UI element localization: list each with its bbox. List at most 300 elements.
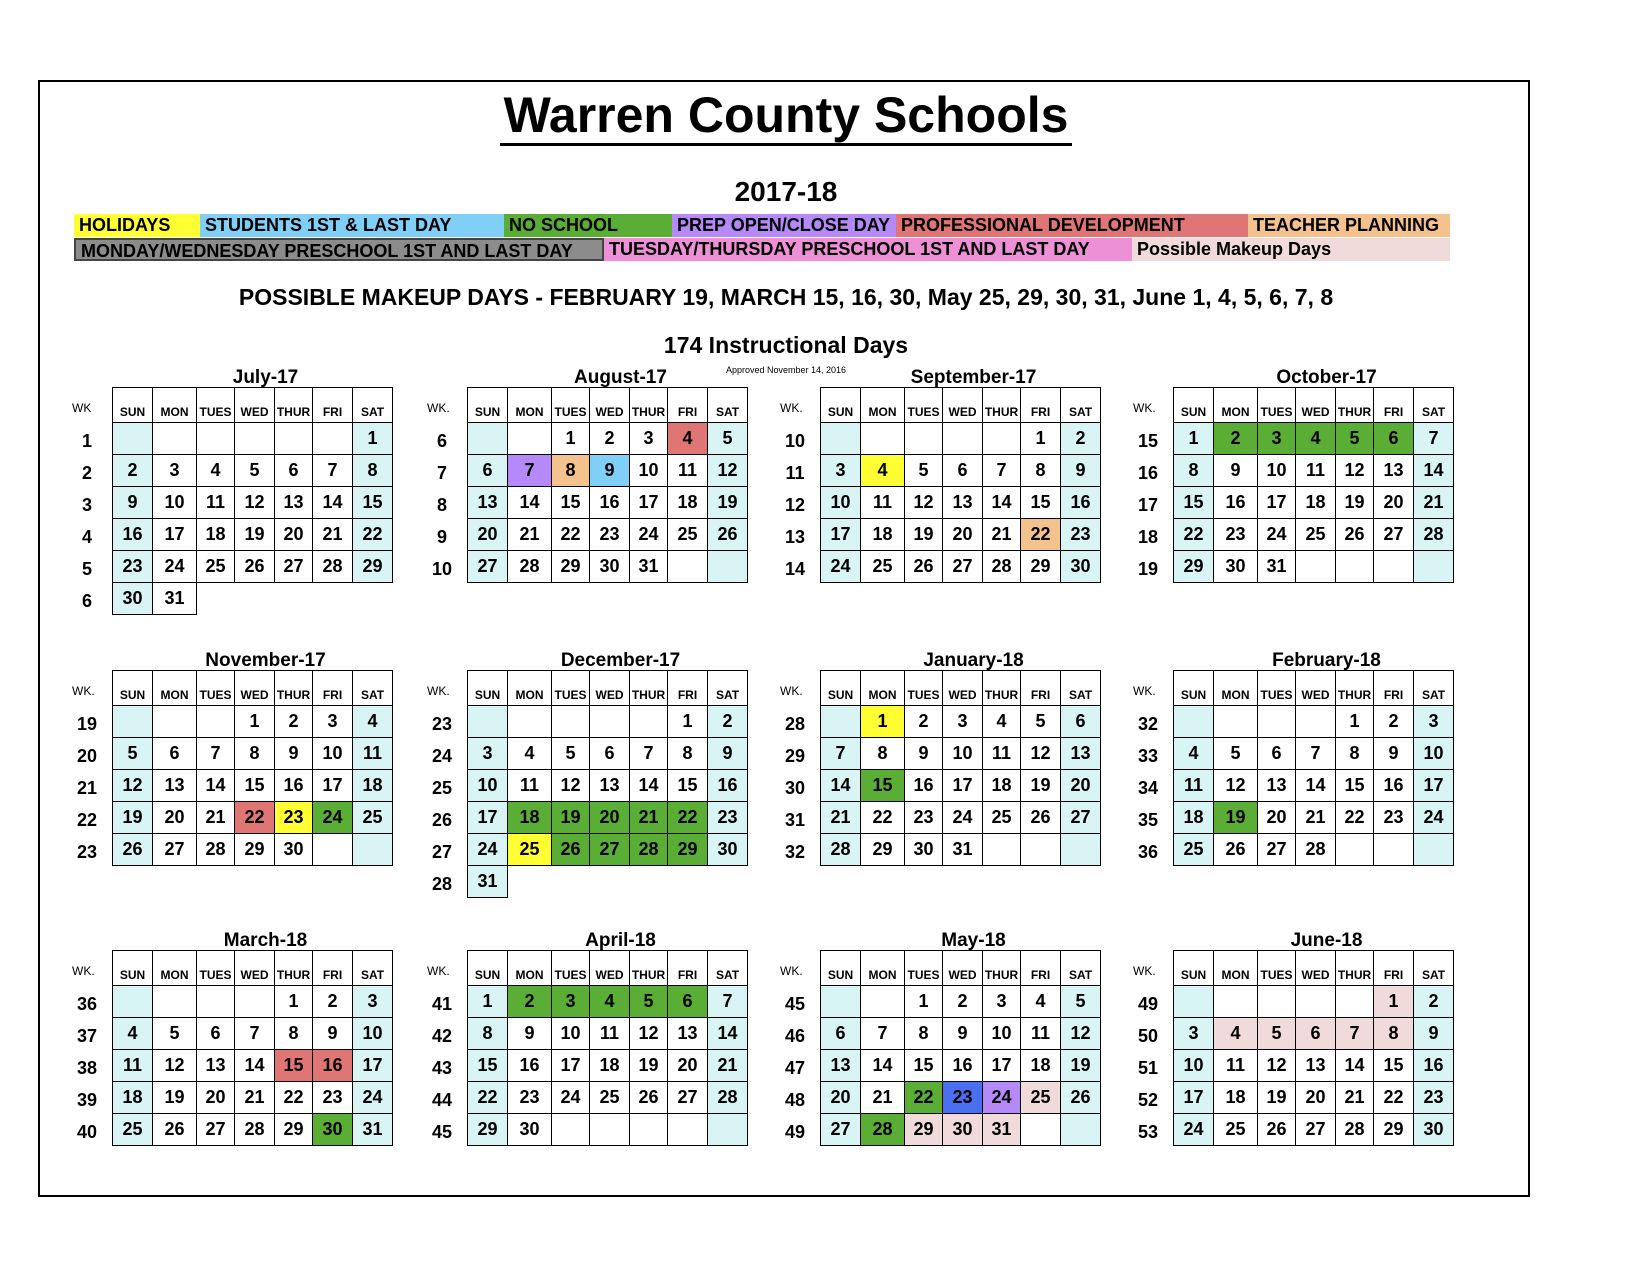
week-number: 33 [1137,746,1159,766]
day-header: FRI [1021,671,1061,706]
month-june-18 [1133,930,1488,1180]
empty-cell [113,986,153,1018]
day-cell: 9 [590,455,630,487]
day-cell: 6 [821,1018,861,1050]
day-cell: 8 [1336,738,1374,770]
day-header: TUES [1258,951,1296,986]
day-cell: 10 [1414,738,1454,770]
day-cell: 6 [668,986,708,1018]
day-cell: 26 [1021,802,1061,834]
day-cell: 5 [1021,706,1061,738]
week-row [113,1114,393,1146]
empty-cell [508,423,552,455]
day-cell: 24 [1174,1114,1214,1146]
day-cell: 27 [275,551,313,583]
day-cell: 8 [861,738,905,770]
day-cell: 23 [275,802,313,834]
day-cell: 31 [1258,551,1296,583]
day-cell: 29 [275,1114,313,1146]
month-december-17 [427,650,782,900]
day-cell: 8 [668,738,708,770]
day-cell: 26 [1061,1082,1101,1114]
day-cell: 20 [153,802,197,834]
day-cell: 12 [153,1050,197,1082]
legend-prep: PREP OPEN/CLOSE DAY [672,214,896,237]
day-cell: 13 [153,770,197,802]
day-cell: 29 [353,551,393,583]
day-cell: 10 [1258,455,1296,487]
week-row [468,1114,748,1146]
day-cell: 16 [1414,1050,1454,1082]
day-cell: 6 [1258,738,1296,770]
day-cell: 26 [235,551,275,583]
week-row [468,487,748,519]
day-header: SUN [1174,671,1214,706]
week-row [1174,738,1454,770]
day-cell: 10 [943,738,983,770]
day-cell: 19 [153,1082,197,1114]
month-april-18 [427,930,782,1180]
day-cell: 24 [1258,519,1296,551]
day-header: FRI [313,388,353,423]
week-number: 9 [436,527,447,547]
day-header: MON [153,951,197,986]
week-number: 34 [1137,778,1159,798]
blank [313,583,353,615]
day-cell: 18 [983,770,1021,802]
empty-cell [590,706,630,738]
day-cell: 1 [861,706,905,738]
day-cell: 1 [468,986,508,1018]
day-cell: 26 [1214,834,1258,866]
day-cell: 17 [153,519,197,551]
day-header: SUN [468,388,508,423]
month-grid [467,950,748,1146]
day-cell: 24 [353,1082,393,1114]
day-cell: 16 [943,1050,983,1082]
day-cell: 13 [197,1050,235,1082]
day-cell: 12 [1258,1050,1296,1082]
day-cell: 17 [468,802,508,834]
approved-date: Approved November 14, 2016 [725,365,847,375]
month-grid [467,387,748,583]
day-cell: 20 [1258,802,1296,834]
week-number: 41 [431,994,453,1014]
day-cell: 24 [630,519,668,551]
day-cell: 11 [1174,770,1214,802]
day-header: MON [861,388,905,423]
day-cell: 10 [353,1018,393,1050]
day-cell: 8 [905,1018,943,1050]
day-cell: 27 [943,551,983,583]
month-august-17 [427,367,782,617]
day-header: THUR [1336,671,1374,706]
month-october-17 [1133,367,1488,617]
day-cell: 12 [552,770,590,802]
legend-noschool: NO SCHOOL [504,214,672,237]
day-cell: 10 [821,487,861,519]
week-header: WK. [427,401,450,415]
empty-cell [552,1114,590,1146]
day-cell: 12 [235,487,275,519]
day-cell: 23 [1061,519,1101,551]
day-cell: 18 [1296,487,1336,519]
empty-cell [197,706,235,738]
day-cell: 25 [113,1114,153,1146]
week-number: 5 [81,559,92,579]
day-cell: 24 [153,551,197,583]
week-row [1174,1082,1454,1114]
day-header: WED [943,671,983,706]
week-row [113,802,393,834]
month-title: June-18 [1290,930,1363,951]
day-cell: 7 [235,1018,275,1050]
week-number: 28 [431,874,453,894]
empty-cell [668,551,708,583]
week-row [468,834,748,866]
month-title: August-17 [574,367,667,388]
legend-holiday: HOLIDAYS [74,214,200,237]
empty-cell [983,423,1021,455]
day-cell: 12 [113,770,153,802]
day-cell: 16 [708,770,748,802]
day-cell: 4 [1174,738,1214,770]
day-cell: 1 [353,423,393,455]
week-number: 40 [76,1122,98,1142]
week-row [113,1018,393,1050]
day-header: FRI [668,388,708,423]
day-cell: 16 [508,1050,552,1082]
week-number: 39 [76,1090,98,1110]
week-number: 3 [81,495,92,515]
empty-cell [468,706,508,738]
day-cell: 17 [821,519,861,551]
day-cell: 21 [508,519,552,551]
empty-cell [313,423,353,455]
day-cell: 19 [1061,1050,1101,1082]
day-cell: 28 [708,1082,748,1114]
day-cell: 16 [113,519,153,551]
week-number: 31 [784,810,806,830]
week-row [821,487,1101,519]
day-header: SUN [821,951,861,986]
page-title: Warren County Schools [40,86,1532,144]
day-header: SAT [708,671,748,706]
day-cell: 11 [197,487,235,519]
empty-cell [630,1114,668,1146]
day-cell: 10 [630,455,668,487]
day-header: WED [235,671,275,706]
day-cell: 22 [1174,519,1214,551]
day-cell: 12 [630,1018,668,1050]
day-header: MON [1214,951,1258,986]
day-cell: 13 [1296,1050,1336,1082]
day-cell: 21 [1296,802,1336,834]
legend-teacher: TEACHER PLANNING [1248,214,1450,237]
week-row [1174,551,1454,583]
week-row [113,706,393,738]
day-header: SUN [113,671,153,706]
day-cell: 6 [197,1018,235,1050]
day-cell: 15 [1374,1050,1414,1082]
empty-cell [468,423,508,455]
day-cell: 23 [1414,1082,1454,1114]
day-cell: 14 [1336,1050,1374,1082]
day-header: THUR [983,951,1021,986]
week-header: WK. [1133,401,1156,415]
day-cell: 18 [353,770,393,802]
day-cell: 13 [1061,738,1101,770]
week-number: 23 [431,714,453,734]
day-cell: 11 [983,738,1021,770]
day-header: SAT [1061,388,1101,423]
day-cell: 4 [1296,423,1336,455]
day-cell: 23 [905,802,943,834]
day-cell: 19 [552,802,590,834]
week-number: 45 [784,994,806,1014]
day-header: MON [153,388,197,423]
empty-cell [943,423,983,455]
day-cell: 21 [708,1050,748,1082]
day-cell: 3 [468,738,508,770]
week-row [113,834,393,866]
month-title: December-17 [560,650,681,671]
day-cell: 14 [235,1050,275,1082]
day-cell: 6 [1374,423,1414,455]
month-september-17 [780,367,1135,617]
week-number: 4 [81,527,92,547]
week-number: 1 [81,431,92,451]
day-header: SAT [708,388,748,423]
day-cell: 12 [708,455,748,487]
empty-cell [708,551,748,583]
day-cell: 22 [275,1082,313,1114]
week-number: 49 [1137,994,1159,1014]
week-row [1174,519,1454,551]
month-grid [112,387,393,615]
day-cell: 17 [353,1050,393,1082]
day-cell: 16 [275,770,313,802]
week-row [821,519,1101,551]
month-title: May-18 [941,930,1006,951]
day-cell: 26 [1336,519,1374,551]
day-cell: 2 [1414,986,1454,1018]
week-number: 38 [76,1058,98,1078]
day-cell: 10 [1174,1050,1214,1082]
day-header: MON [861,671,905,706]
week-header: WK. [1133,684,1156,698]
week-number: 47 [784,1058,806,1078]
week-number: 52 [1137,1090,1159,1110]
day-header: SAT [353,388,393,423]
day-cell: 7 [861,1018,905,1050]
day-cell: 28 [508,551,552,583]
month-february-18 [1133,650,1488,900]
empty-cell [1296,706,1336,738]
empty-cell [590,1114,630,1146]
day-cell: 19 [1336,487,1374,519]
week-number: 17 [1137,495,1159,515]
week-row [821,706,1101,738]
week-header: WK. [780,684,803,698]
day-header: SUN [113,951,153,986]
day-cell: 9 [508,1018,552,1050]
week-number: 19 [1137,559,1159,579]
empty-cell [153,986,197,1018]
day-cell: 21 [235,1082,275,1114]
day-cell: 19 [1021,770,1061,802]
day-cell: 2 [1214,423,1258,455]
day-cell: 30 [943,1114,983,1146]
day-cell: 31 [153,583,197,615]
day-cell: 9 [313,1018,353,1050]
day-cell: 2 [313,986,353,1018]
month-july-17 [72,367,427,617]
legend-ttpre: TUESDAY/THURSDAY PRESCHOOL 1ST AND LAST DAY [604,238,1132,261]
empty-cell [235,423,275,455]
day-cell: 23 [708,802,748,834]
day-cell: 22 [235,802,275,834]
day-cell: 26 [708,519,748,551]
day-header: WED [590,951,630,986]
day-cell: 5 [708,423,748,455]
day-cell: 19 [1258,1082,1296,1114]
day-cell: 27 [1258,834,1296,866]
day-header: THUR [275,951,313,986]
day-header: WED [235,951,275,986]
day-header: THUR [630,388,668,423]
day-cell: 24 [943,802,983,834]
legend-row-2 [74,238,1450,261]
week-row [113,455,393,487]
day-cell: 30 [1061,551,1101,583]
day-cell: 8 [1374,1018,1414,1050]
day-cell: 21 [197,802,235,834]
day-cell: 29 [552,551,590,583]
day-cell: 2 [275,706,313,738]
instructional-days: 174 Instructional Days [663,332,909,358]
week-row [113,423,393,455]
day-cell: 19 [708,487,748,519]
day-cell: 12 [1021,738,1061,770]
day-cell: 22 [1021,519,1061,551]
day-cell: 29 [1021,551,1061,583]
month-may-18 [780,930,1135,1180]
day-header: THUR [275,388,313,423]
day-cell: 16 [1374,770,1414,802]
day-cell: 19 [113,802,153,834]
day-cell: 3 [1414,706,1454,738]
week-row [821,738,1101,770]
week-number: 12 [784,495,806,515]
week-row [113,986,393,1018]
empty-cell [1258,706,1296,738]
day-cell: 31 [630,551,668,583]
week-number: 11 [785,463,805,483]
day-cell: 1 [1374,986,1414,1018]
day-cell: 15 [275,1050,313,1082]
day-cell: 5 [1061,986,1101,1018]
day-cell: 19 [1214,802,1258,834]
day-cell: 15 [552,487,590,519]
day-cell: 1 [275,986,313,1018]
week-number: 36 [1137,842,1159,862]
day-cell: 15 [1336,770,1374,802]
month-march-18 [72,930,427,1180]
week-number: 21 [76,778,98,798]
day-cell: 20 [197,1082,235,1114]
day-cell: 10 [468,770,508,802]
day-header: TUES [552,951,590,986]
day-cell: 20 [468,519,508,551]
day-cell: 4 [113,1018,153,1050]
day-cell: 3 [630,423,668,455]
day-cell: 18 [1174,802,1214,834]
day-cell: 14 [1296,770,1336,802]
blank [353,583,393,615]
week-number: 48 [784,1090,806,1110]
blank [197,583,235,615]
day-cell: 27 [153,834,197,866]
day-cell: 20 [590,802,630,834]
day-cell: 18 [197,519,235,551]
day-cell: 15 [668,770,708,802]
day-cell: 28 [630,834,668,866]
day-cell: 9 [943,1018,983,1050]
empty-cell [153,423,197,455]
empty-cell [861,423,905,455]
empty-cell [275,423,313,455]
day-cell: 26 [552,834,590,866]
month-title: March-18 [223,930,308,951]
day-header: SAT [1061,671,1101,706]
day-cell: 1 [1336,706,1374,738]
day-cell: 2 [508,986,552,1018]
week-row [1174,770,1454,802]
day-cell: 13 [590,770,630,802]
week-row [113,551,393,583]
day-cell: 5 [153,1018,197,1050]
week-row [113,583,393,615]
day-cell: 12 [1214,770,1258,802]
day-cell: 29 [1374,1114,1414,1146]
day-cell: 8 [1021,455,1061,487]
week-number: 25 [431,778,453,798]
legend-mwpre: MONDAY/WEDNESDAY PRESCHOOL 1ST AND LAST DAY [74,238,604,261]
legend-makeup: Possible Makeup Days [1132,238,1450,261]
day-cell: 23 [508,1082,552,1114]
day-cell: 3 [353,986,393,1018]
day-cell: 30 [1214,551,1258,583]
day-cell: 9 [1214,455,1258,487]
day-cell: 2 [590,423,630,455]
day-cell: 12 [1336,455,1374,487]
day-cell: 14 [313,487,353,519]
day-cell: 16 [905,770,943,802]
empty-cell [1174,706,1214,738]
day-cell: 24 [552,1082,590,1114]
week-number: 42 [431,1026,453,1046]
day-cell: 13 [275,487,313,519]
week-number: 43 [431,1058,453,1078]
day-cell: 22 [468,1082,508,1114]
day-cell: 29 [235,834,275,866]
day-cell: 6 [468,455,508,487]
month-title: July-17 [232,367,299,388]
day-cell: 3 [943,706,983,738]
day-cell: 6 [1296,1018,1336,1050]
day-header: MON [1214,388,1258,423]
